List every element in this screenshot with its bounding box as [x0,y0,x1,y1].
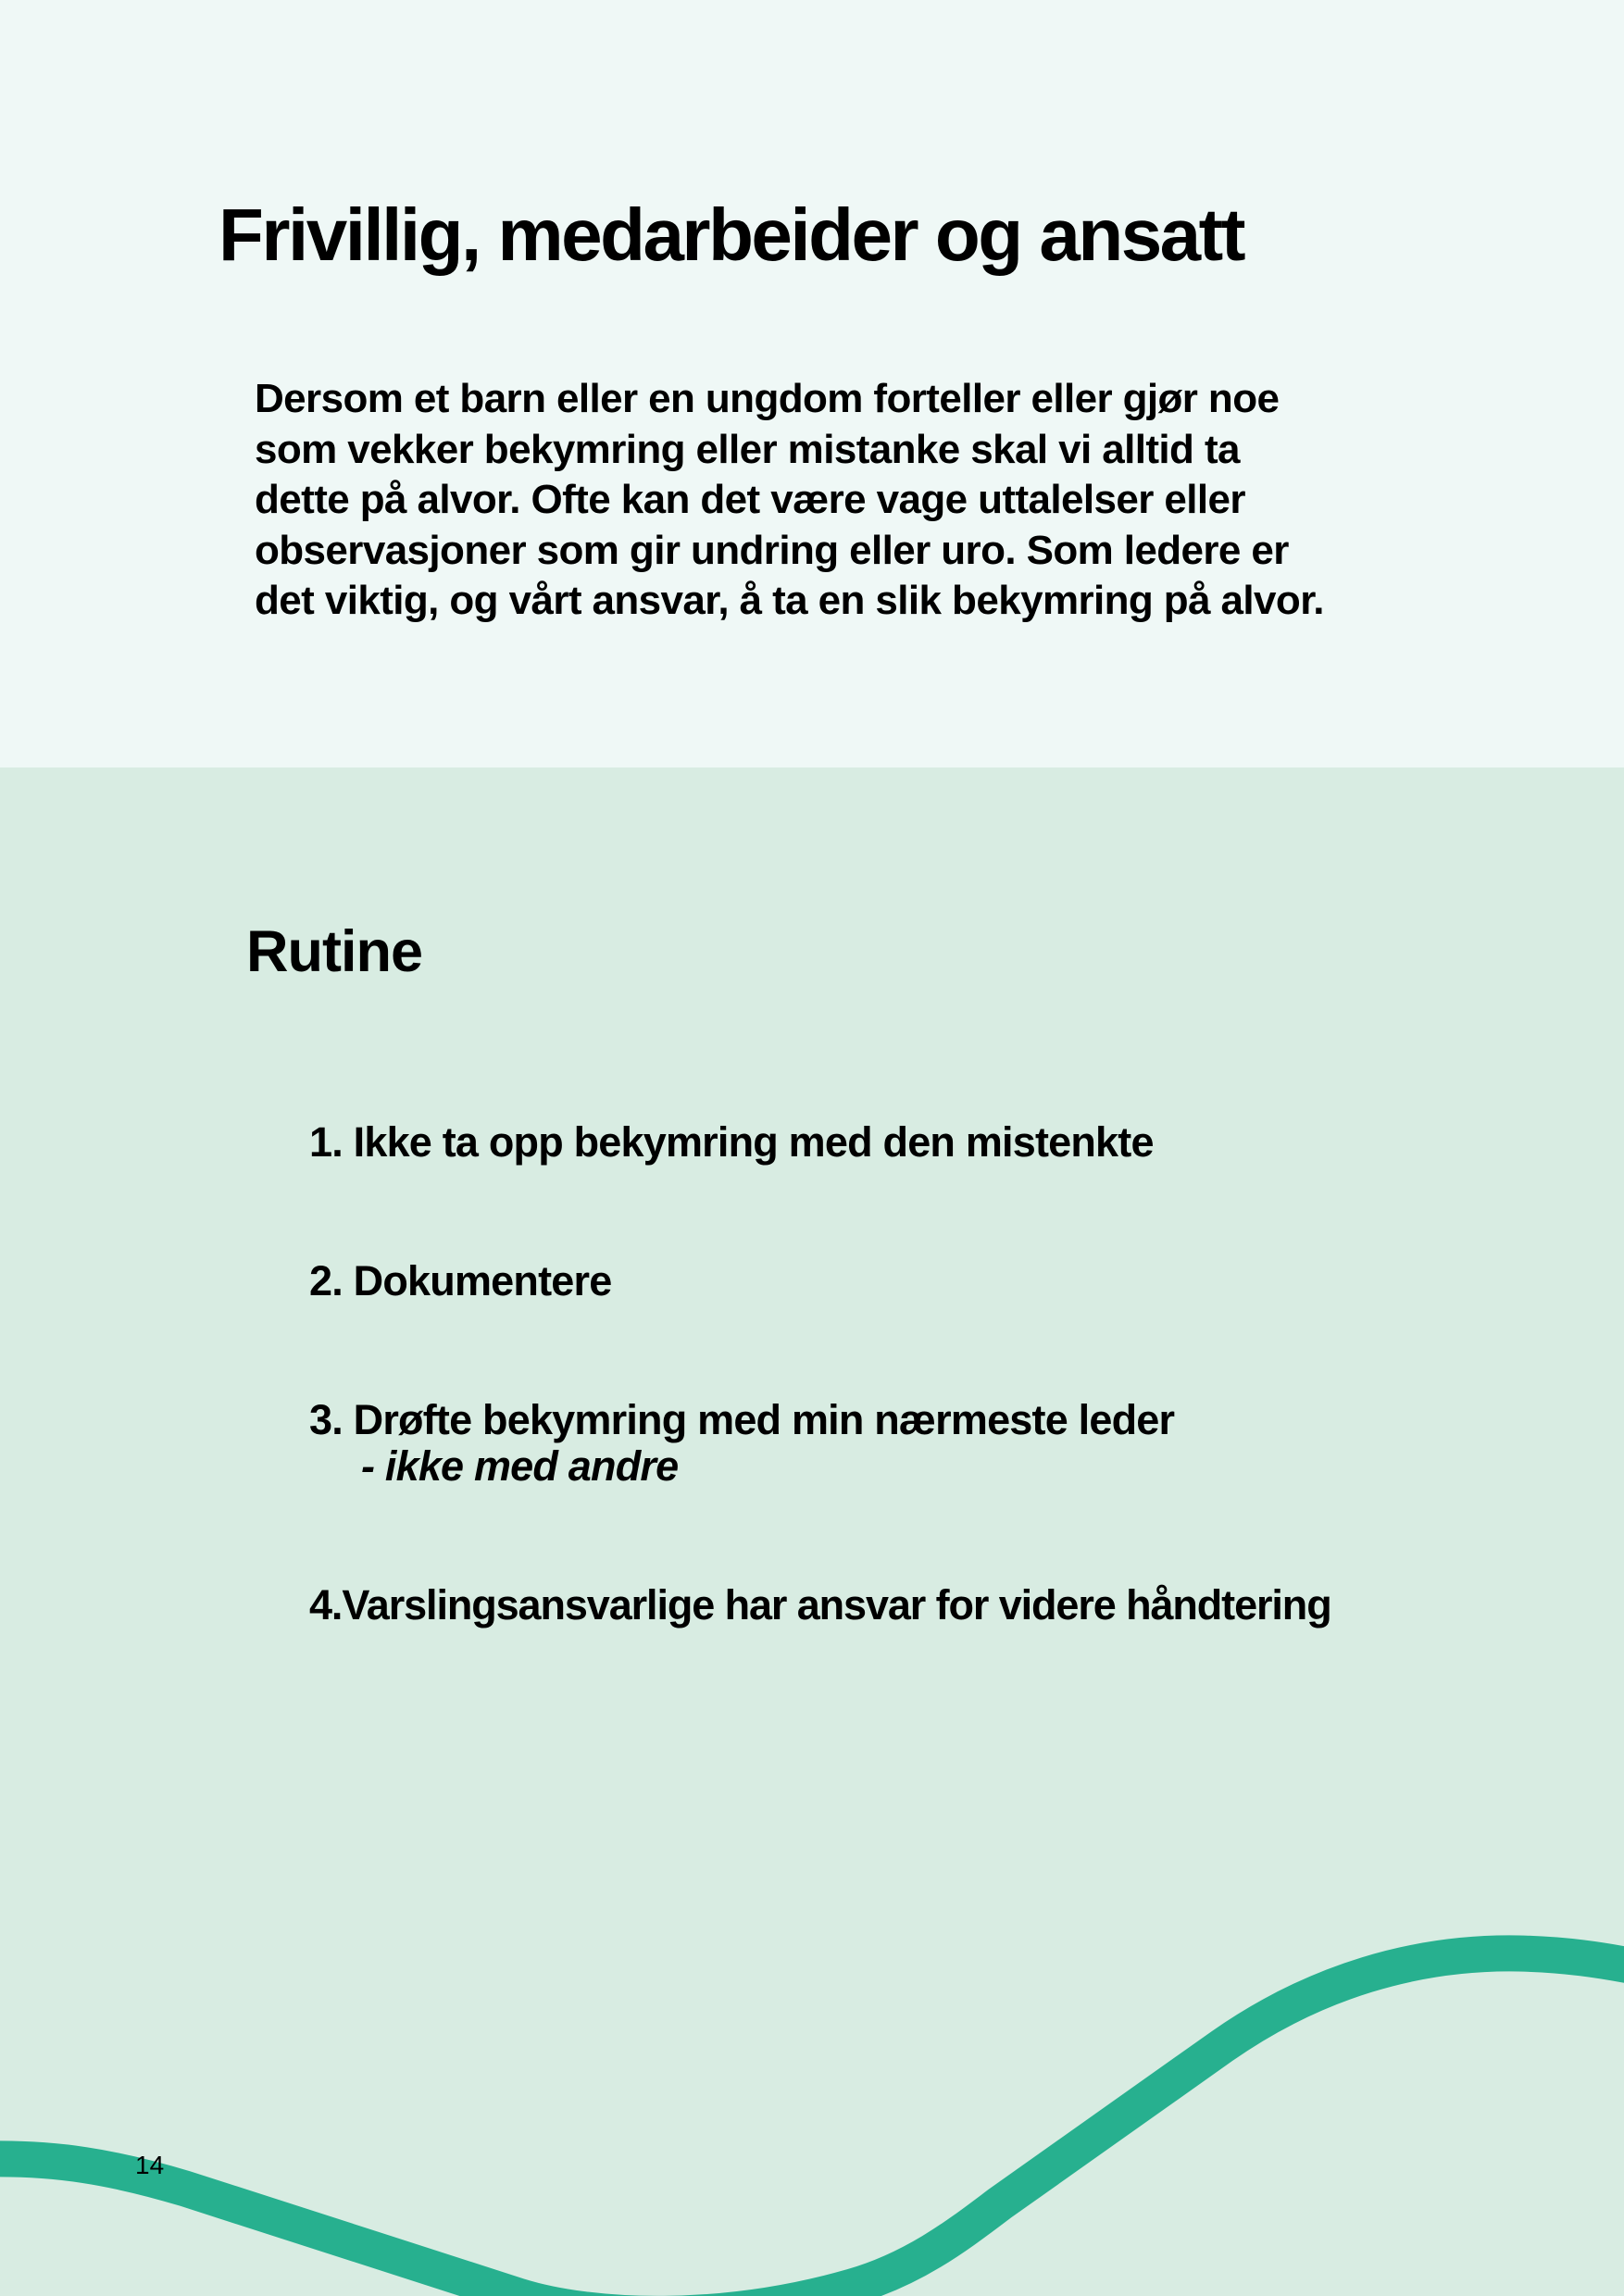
routine-item-3 [309,1397,1174,1490]
item-text: Drøfte bekymring med min nærmeste leder [353,1396,1175,1443]
page-title: Frivillig, medarbeider og ansatt [219,193,1243,276]
intro-line: som vekker bekymring eller mistanke skal vi alltid ta [255,426,1240,472]
item-number: 1. [309,1118,343,1166]
item-text: Varslingsansvarlige har ansvar for videre håndtering [342,1581,1331,1628]
page-number: 14 [135,2151,165,2179]
intro-line: det viktig, og vårt ansvar, å ta en slik bekymring på alvor. [255,578,1324,623]
intro-line: dette på alvor. Ofte kan det være vage uttalelser eller [255,477,1245,522]
item-number: 4. [309,1581,343,1628]
routine-heading: Rutine [246,919,422,984]
routine-item-4 [309,1582,1331,1628]
item-number: 3. [309,1396,343,1443]
item-number: 2. [309,1257,343,1304]
item-text: Dokumentere [353,1257,612,1304]
intro-line: observasjoner som gir undring eller uro. Som ledere er [255,527,1289,573]
intro-paragraph [255,374,1486,627]
routine-item-1 [309,1119,1154,1166]
routine-section [0,767,1624,2296]
item-text: Ikke ta opp bekymring med den mistenkte [353,1118,1154,1166]
routine-item-2 [309,1258,611,1304]
item-subnote: - ikke med andre [361,1442,679,1490]
intro-line: Dersom et barn eller en ungdom forteller eller gjør noe [255,376,1280,421]
